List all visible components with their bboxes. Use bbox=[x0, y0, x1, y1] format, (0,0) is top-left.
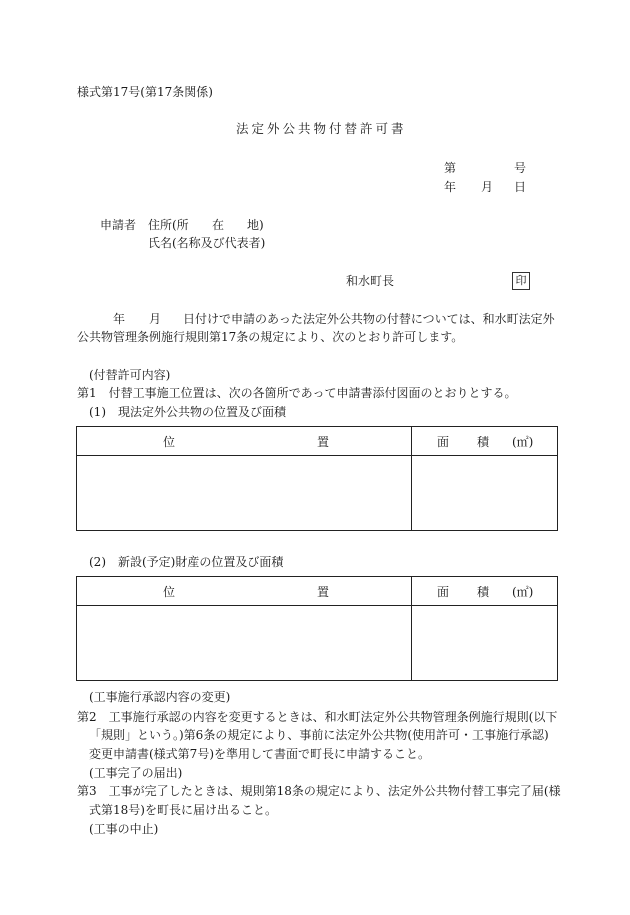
date-month: 月 bbox=[481, 180, 494, 194]
area-unit: (㎡) bbox=[512, 435, 534, 449]
applicant-label: 申請者 bbox=[100, 218, 137, 232]
article-3-heading: (工事完了の届出) bbox=[89, 766, 183, 780]
conditions-heading: (付替許可内容) bbox=[89, 368, 171, 382]
area-header-2: 積 bbox=[477, 585, 490, 599]
article-1-text: 第1 付替工事施工位置は、次の各箇所であって申請書添付図面のとおりとする。 bbox=[77, 386, 517, 400]
date-year: 年 bbox=[444, 180, 457, 194]
doc-number-go: 号 bbox=[514, 161, 527, 175]
area-unit: (㎡) bbox=[512, 585, 534, 599]
article-2-line-3: 変更申請書(様式第7号)を準用して書面で町長に申請すること。 bbox=[89, 747, 431, 761]
article-4-heading: (工事の中止) bbox=[89, 822, 159, 836]
form-number: 様式第17号(第17条関係) bbox=[77, 85, 213, 99]
position-header bbox=[77, 577, 412, 606]
article-2-heading: (工事施行承認内容の変更) bbox=[89, 690, 231, 704]
name-label: 氏名(名称及び代表者) bbox=[148, 236, 266, 250]
address-label-3: 地) bbox=[247, 218, 264, 232]
current-area-table bbox=[76, 426, 558, 531]
date-day: 日 bbox=[514, 180, 527, 194]
article-3-line-2: 式第18号)を町長に届け出ること。 bbox=[89, 803, 277, 817]
area-cell bbox=[412, 456, 558, 531]
article-2-line-2: 「規則」という。)第6条の規定により、事前に法定外公共物(使用許可・工事施行承認) bbox=[89, 728, 549, 742]
position-header-1: 位 bbox=[163, 585, 176, 599]
article-3-line-1: 第3 工事が完了したときは、規則第18条の規定により、法定外公共物付替工事完了届(様 bbox=[77, 784, 561, 798]
body-line-1: 日付けで申請のあった法定外公共物の付替については、和水町法定外 bbox=[183, 312, 555, 326]
address-label-1: 住所(所 bbox=[148, 218, 189, 232]
doc-number-dai: 第 bbox=[444, 161, 457, 175]
address-label-2: 在 bbox=[212, 218, 225, 232]
area-header bbox=[412, 427, 558, 456]
body-date-year: 年 bbox=[113, 312, 126, 326]
new-area-table bbox=[76, 576, 558, 681]
area-header bbox=[412, 577, 558, 606]
article-1-item-2: (2) 新設(予定)財産の位置及び面積 bbox=[89, 555, 284, 569]
article-1-item-1: (1) 現法定外公共物の位置及び面積 bbox=[89, 405, 286, 419]
body-line-2: 公共物管理条例施行規則第17条の規定により、次のとおり許可します。 bbox=[77, 330, 464, 344]
body-date-month: 月 bbox=[149, 312, 162, 326]
area-cell bbox=[412, 606, 558, 681]
position-header bbox=[77, 427, 412, 456]
document-title: 法定外公共物付替許可書 bbox=[236, 121, 407, 136]
position-cell bbox=[77, 606, 412, 681]
seal-mark: 印 bbox=[512, 272, 530, 290]
article-2-line-1: 第2 工事施行承認の内容を変更するときは、和水町法定外公共物管理条例施行規則(以下 bbox=[77, 710, 558, 724]
position-header-1: 位 bbox=[163, 435, 176, 449]
area-header-2: 積 bbox=[477, 435, 490, 449]
area-header-1: 面 bbox=[437, 435, 450, 449]
position-header-2: 置 bbox=[317, 435, 330, 449]
issuer-name: 和水町長 bbox=[346, 274, 395, 288]
area-header-1: 面 bbox=[437, 585, 450, 599]
position-cell bbox=[77, 456, 412, 531]
position-header-2: 置 bbox=[317, 585, 330, 599]
